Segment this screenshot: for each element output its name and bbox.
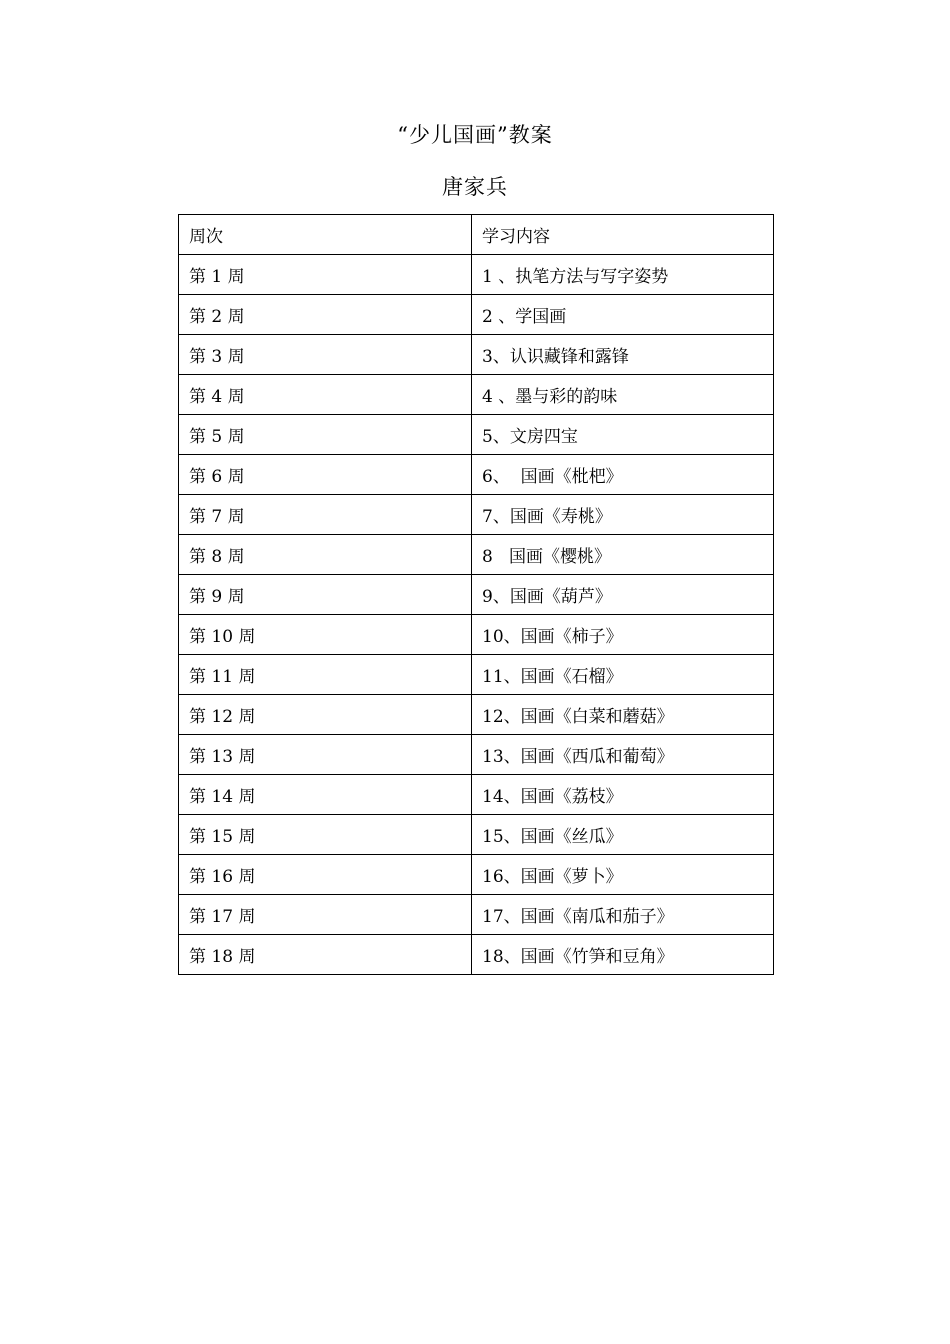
content-cell: 16、国画《萝卜》 [472,855,774,895]
content-cell: 5、文房四宝 [472,415,774,455]
week-cell: 第 6 周 [179,455,472,495]
content-cell: 12、国画《白菜和蘑菇》 [472,695,774,735]
week-cell: 第 17 周 [179,895,472,935]
table-row [179,375,774,415]
table-row [179,495,774,535]
content-cell: 3、认识藏锋和露锋 [472,335,774,375]
schedule-table [178,214,774,975]
content-cell: 14、国画《荔枝》 [472,775,774,815]
column-header-content: 学习内容 [472,215,774,255]
content-cell: 6、 国画《枇杷》 [472,455,774,495]
week-cell: 第 1 周 [179,255,472,295]
table-row [179,295,774,335]
week-cell: 第 18 周 [179,935,472,975]
table-row [179,935,774,975]
week-cell: 第 16 周 [179,855,472,895]
document-title: “少儿国画”教案 [397,123,553,147]
week-cell: 第 3 周 [179,335,472,375]
table-row [179,775,774,815]
content-cell: 10、国画《柿子》 [472,615,774,655]
week-cell: 第 10 周 [179,615,472,655]
week-cell: 第 2 周 [179,295,472,335]
table-row [179,895,774,935]
table-row [179,455,774,495]
content-cell: 11、国画《石榴》 [472,655,774,695]
week-cell: 第 14 周 [179,775,472,815]
document-author: 唐家兵 [442,175,508,199]
week-cell: 第 12 周 [179,695,472,735]
table-row [179,415,774,455]
table-row [179,535,774,575]
table-row [179,815,774,855]
table-row [179,575,774,615]
content-cell: 17、国画《南瓜和茄子》 [472,895,774,935]
week-cell: 第 5 周 [179,415,472,455]
table-row [179,615,774,655]
table-row [179,255,774,295]
week-cell: 第 15 周 [179,815,472,855]
content-cell: 1 、执笔方法与写字姿势 [472,255,774,295]
week-cell: 第 13 周 [179,735,472,775]
table-row [179,655,774,695]
table-row [179,855,774,895]
week-cell: 第 9 周 [179,575,472,615]
week-cell: 第 4 周 [179,375,472,415]
table-row [179,735,774,775]
content-cell: 9、国画《葫芦》 [472,575,774,615]
content-cell: 15、国画《丝瓜》 [472,815,774,855]
table-header-row [179,215,774,255]
week-cell: 第 7 周 [179,495,472,535]
content-cell: 2 、学国画 [472,295,774,335]
week-cell: 第 11 周 [179,655,472,695]
week-cell: 第 8 周 [179,535,472,575]
column-header-week: 周次 [179,215,472,255]
table-row [179,695,774,735]
content-cell: 13、国画《西瓜和葡萄》 [472,735,774,775]
table-row [179,335,774,375]
content-cell: 7、国画《寿桃》 [472,495,774,535]
content-cell: 18、国画《竹笋和豆角》 [472,935,774,975]
content-cell: 8 国画《樱桃》 [472,535,774,575]
content-cell: 4 、墨与彩的韵味 [472,375,774,415]
table-body [179,255,774,975]
